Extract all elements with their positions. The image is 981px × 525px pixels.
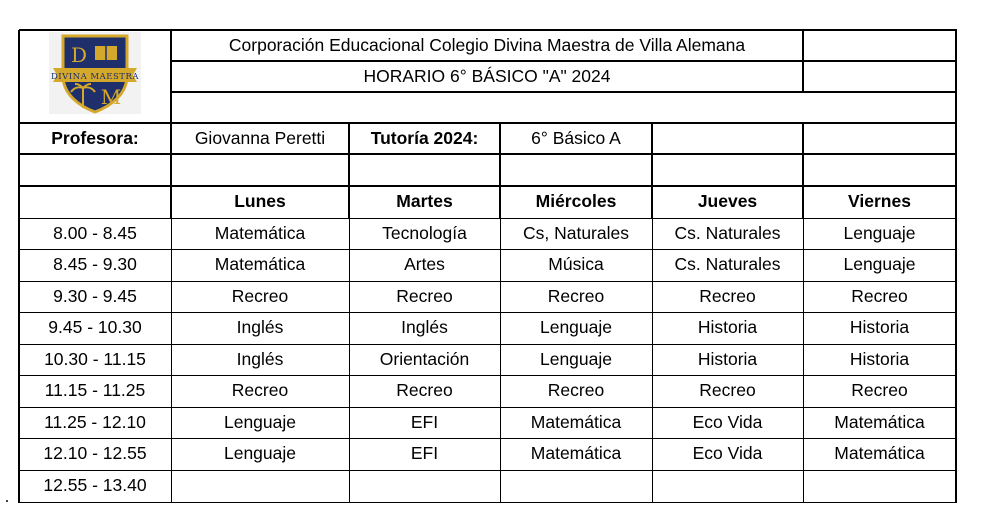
time-slot: 11.25 - 12.10 [44, 411, 146, 432]
class-cell: Eco Vida [692, 443, 763, 464]
time-slot: 10.30 - 11.15 [44, 348, 146, 369]
class-cell: EFI [410, 411, 439, 432]
time-slot: 8.00 - 8.45 [53, 222, 137, 243]
school-crest-icon [49, 32, 141, 114]
time-slot: 12.10 - 12.55 [43, 443, 147, 464]
time-slot: 9.45 - 10.30 [48, 317, 142, 338]
class-cell [349, 470, 500, 501]
svg-text:D: D [70, 43, 88, 67]
teacher-label: Profesora: [51, 127, 139, 148]
tutoria-label: Tutoría 2024: [370, 127, 479, 148]
class-cell: Recreo [396, 380, 453, 401]
class-cell: Música [548, 254, 604, 275]
day-header: Lunes [234, 191, 286, 212]
class-cell: Lenguaje [223, 443, 297, 464]
class-cell: Tecnología [382, 222, 467, 243]
class-cell: Cs. Naturales [674, 254, 781, 275]
class-cell: Lenguaje [843, 222, 916, 243]
day-header: Viernes [848, 191, 911, 212]
class-cell: Historia [697, 348, 758, 369]
class-cell: Matemática [530, 443, 622, 464]
class-cell: Recreo [851, 285, 908, 306]
schedule-sheet [19, 30, 957, 503]
class-cell: Historia [697, 317, 758, 338]
class-cell: Matemática [214, 254, 306, 275]
grid-line [19, 502, 957, 503]
class-cell: Recreo [231, 285, 289, 306]
tutoria-value: 6° Básico A [531, 127, 621, 148]
class-cell: Matemática [834, 411, 925, 432]
class-cell: Orientación [379, 348, 470, 369]
class-cell: Recreo [851, 380, 908, 401]
time-slot: 9.30 - 9.45 [53, 285, 137, 306]
stray-mark [6, 500, 8, 502]
class-cell: Eco Vida [692, 411, 763, 432]
class-cell: Recreo [547, 285, 605, 306]
class-cell: Recreo [699, 380, 756, 401]
class-cell: Cs. Naturales [674, 222, 781, 243]
day-header: Jueves [697, 191, 758, 212]
class-cell: Cs, Naturales [522, 222, 629, 243]
svg-text:DIVINA MAESTRA: DIVINA MAESTRA [50, 72, 140, 82]
class-cell: Inglés [401, 317, 448, 338]
svg-text:M: M [100, 85, 122, 109]
class-cell: Inglés [236, 317, 284, 338]
class-cell [803, 470, 956, 501]
time-slot: 8.45 - 9.30 [53, 254, 137, 275]
class-cell: Inglés [236, 348, 284, 369]
schedule-title: HORARIO 6° BÁSICO "A" 2024 [363, 65, 611, 86]
time-slot: 12.55 - 13.40 [43, 474, 147, 495]
class-cell: Matemática [530, 411, 622, 432]
class-cell: EFI [410, 443, 439, 464]
day-header: Miércoles [535, 191, 617, 212]
class-cell: Historia [849, 317, 910, 338]
class-cell [652, 470, 803, 501]
class-cell: Recreo [547, 380, 605, 401]
class-cell: Matemática [834, 443, 925, 464]
class-cell: Lenguaje [539, 317, 613, 338]
class-cell: Recreo [396, 285, 453, 306]
institution-name: Corporación Educacional Colegio Divina Maestra de Villa Alemana [228, 34, 746, 55]
class-cell: Historia [849, 348, 910, 369]
teacher-name: Giovanna Peretti [194, 127, 326, 148]
day-header: Martes [396, 191, 453, 212]
class-cell: Artes [404, 254, 445, 275]
class-cell: Lenguaje [223, 411, 297, 432]
class-cell: Lenguaje [539, 348, 613, 369]
school-logo [49, 32, 141, 114]
class-cell: Lenguaje [843, 254, 916, 275]
class-cell: Recreo [699, 285, 756, 306]
class-cell: Matemática [214, 222, 306, 243]
class-cell [500, 470, 652, 501]
time-slot: 11.15 - 11.25 [44, 380, 146, 401]
class-cell: Recreo [231, 380, 289, 401]
class-cell [171, 470, 349, 501]
